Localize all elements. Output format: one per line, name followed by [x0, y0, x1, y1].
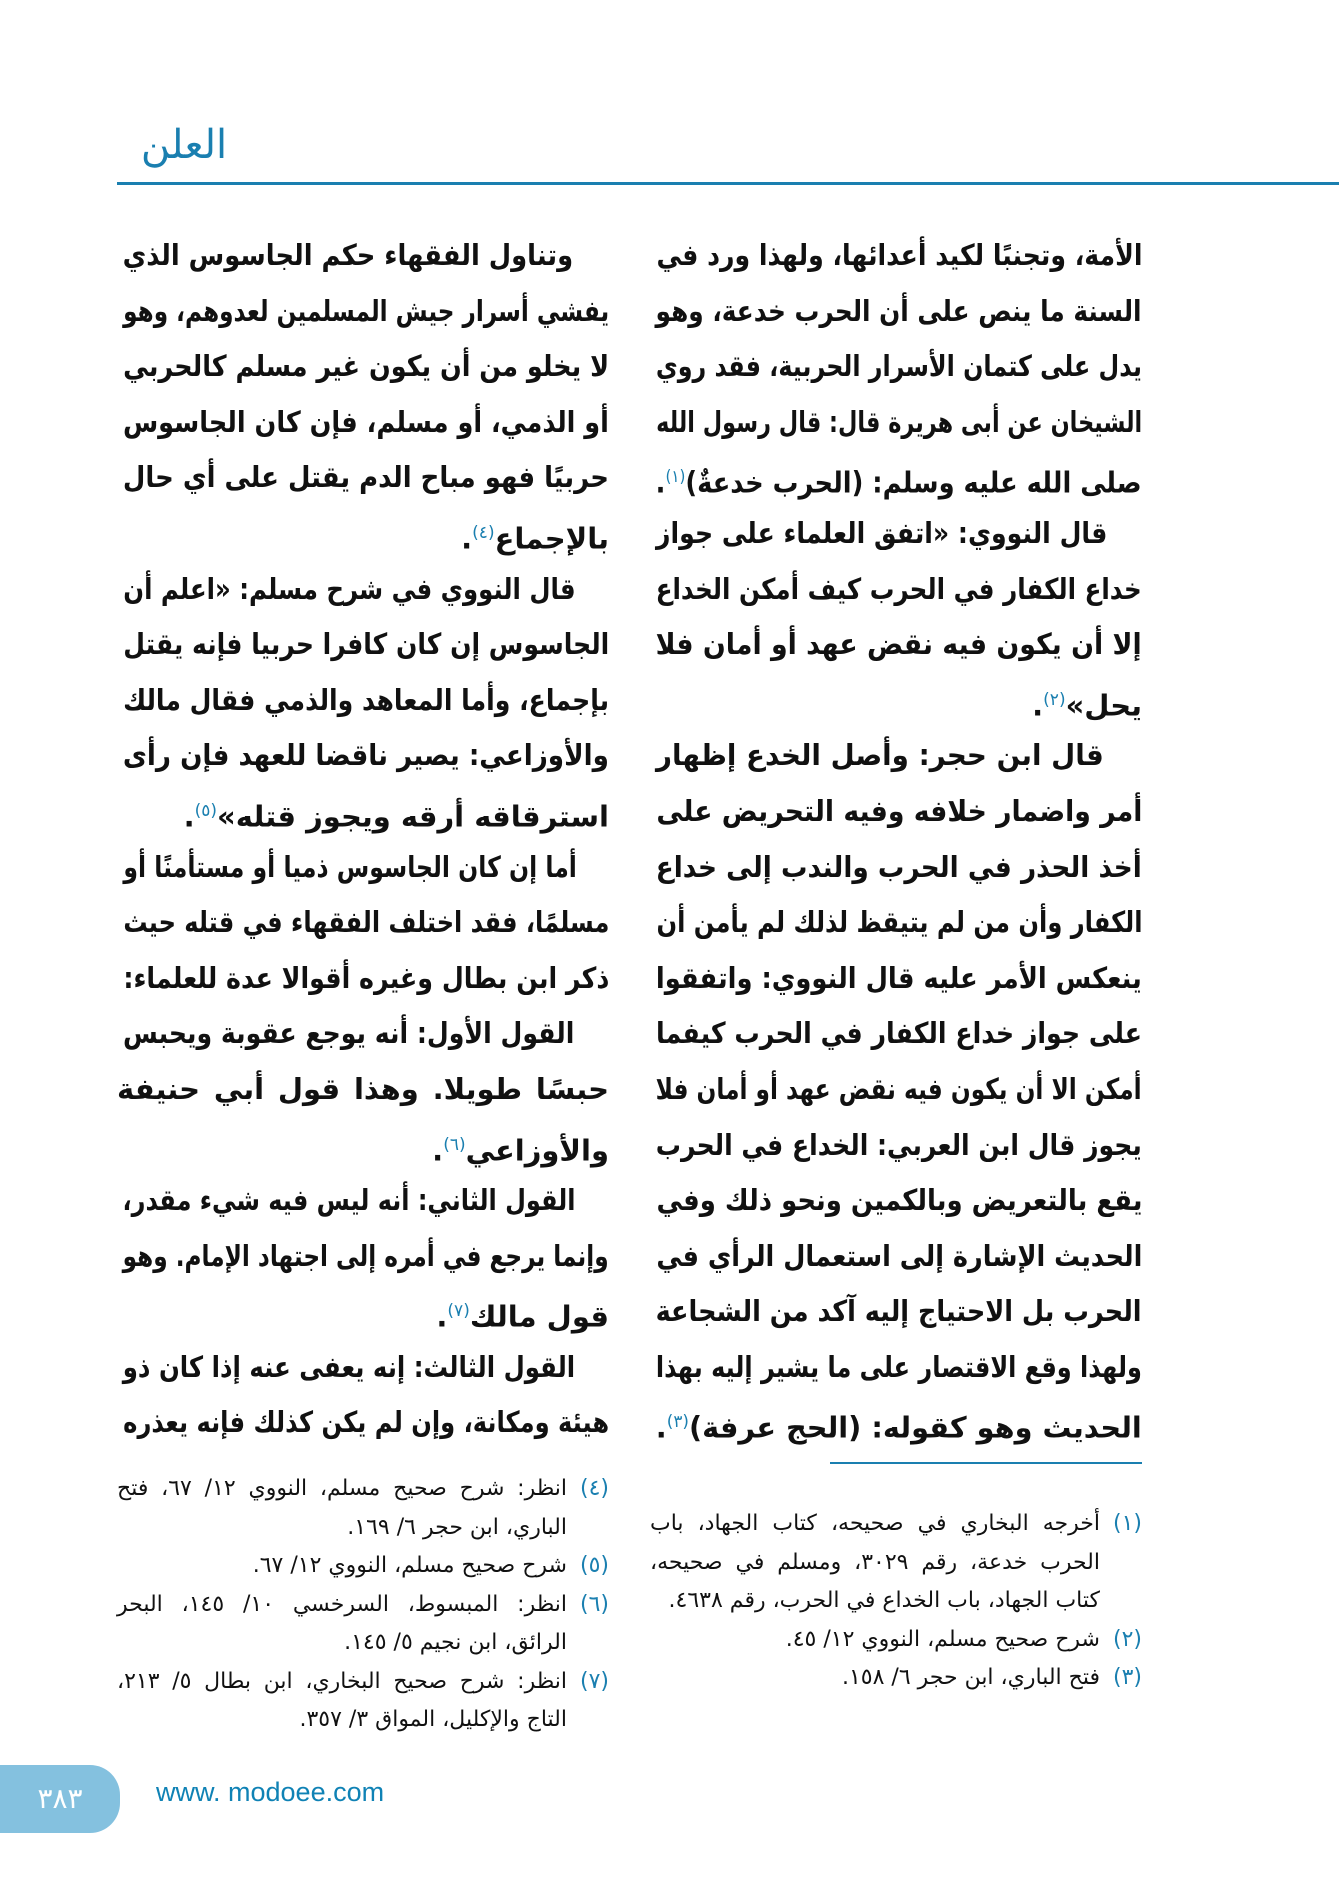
line-text: قال النووي: «اتفق العلماء على جواز — [656, 515, 1108, 550]
text-line — [656, 450, 1142, 506]
footnote — [117, 1547, 609, 1586]
line-text: إلا أن يكون فيه نقض عهد أو أمان فلا — [656, 627, 1142, 662]
text-line — [656, 1173, 1142, 1229]
text-line — [656, 895, 1142, 951]
line-text: صلى الله عليه وسلم: (الحرب خدعةٌ) — [685, 466, 1142, 501]
line-text: وتناول الفقهاء حكم الجاسوس الذي — [123, 238, 574, 272]
website-link[interactable]: www. modoee.com — [156, 1777, 385, 1807]
line-text: الأمة، وتجنبًا لكيد أعدائها، ولهذا ورد في — [656, 238, 1142, 272]
line-text: يفشي أسرار جيش المسلمين لعدوهم، وهو — [123, 293, 609, 328]
text-line — [656, 784, 1142, 840]
text-line — [123, 1229, 609, 1285]
text-line — [123, 395, 609, 451]
line-text: والأوزاعي: يصير ناقضا للعهد فإن رأى — [123, 738, 609, 773]
line-end: . — [461, 521, 473, 556]
text-line — [656, 1340, 1142, 1396]
line-text: الحرب بل الاحتياج إليه آكد من الشجاعة — [656, 1294, 1142, 1329]
footnote-ref[interactable]: (٦) — [443, 1134, 466, 1155]
text-line — [117, 1118, 609, 1174]
line-text: حبسًا طويلا. وهذا قول أبي حنيفة — [117, 1071, 609, 1106]
line-text: وإنما يرجع في أمره إلى اجتهاد الإمام. وهو — [123, 1238, 609, 1273]
line-text: الكفار وأن من لم يتيقظ لذلك لم يأمن أن — [656, 905, 1142, 940]
text-line — [656, 506, 1142, 562]
line-text: يدل على كتمان الأسرار الحربية، فقد روي — [656, 349, 1142, 384]
line-text: الشيخان عن أبى هريرة قال: قال رسول الله — [656, 404, 1142, 439]
footnote-text: انظر: شرح صحيح البخاري، ابن بطال ٥/ ٢١٣، التاج والإكليل، المواق ٣/ ٣٥٧. — [117, 1668, 567, 1732]
line-end: . — [432, 1133, 444, 1168]
footnote-text: انظر: المبسوط، السرخسي ١٠/ ١٤٥، البحر الرائق، ابن نجيم ٥/ ١٤٥. — [117, 1591, 567, 1655]
line-text: الجاسوس إن كان كافرا حربيا فإنه يقتل — [123, 627, 609, 662]
footnote-ref[interactable]: (٢) — [1043, 689, 1066, 710]
text-line — [123, 1173, 609, 1229]
footnote — [117, 1586, 609, 1663]
line-text: على جواز خداع الكفار في الحرب كيفما — [656, 1016, 1142, 1051]
footnotes-right — [650, 1505, 1142, 1698]
text-line — [123, 617, 609, 673]
text-line — [656, 1229, 1142, 1285]
line-text: أمكن الا أن يكون فيه نقض عهد أو أمان فلا — [656, 1071, 1142, 1106]
line-text: ينعكس الأمر عليه قال النووي: واتفقوا — [656, 960, 1142, 995]
line-text: خداع الكفار في الحرب كيف أمكن الخداع — [656, 571, 1142, 606]
footnote-ref[interactable]: (٥) — [194, 800, 218, 821]
text-line — [117, 1062, 609, 1118]
footnote-text: انظر: شرح صحيح مسلم، النووي ١٢/ ٦٧، فتح الباري، ابن حجر ٦/ ١٦٩. — [117, 1476, 567, 1540]
line-text: والأوزاعي — [465, 1133, 609, 1168]
footnote-ref[interactable]: (٤) — [472, 522, 495, 543]
text-line — [656, 562, 1142, 618]
line-text: حربيًا فهو مباح الدم يقتل على أي حال — [123, 460, 609, 495]
text-line — [123, 951, 609, 1007]
footnote-number: (٢) — [1112, 1626, 1142, 1652]
right-text-column — [650, 228, 1142, 1451]
text-line — [123, 1395, 609, 1451]
text-line — [123, 450, 609, 506]
text-line — [656, 339, 1142, 395]
footnote-number: (٦) — [579, 1591, 609, 1617]
text-line — [656, 1062, 1142, 1118]
text-line — [123, 1006, 609, 1062]
footnote — [117, 1470, 609, 1547]
line-end: . — [1032, 688, 1044, 723]
footnote-number: (٤) — [579, 1476, 609, 1501]
line-text: لا يخلو من أن يكون غير مسلم كالحربي — [123, 349, 609, 384]
line-text: قال ابن حجر: وأصل الخدع إظهار — [656, 738, 1104, 773]
header-rule — [117, 182, 1339, 185]
footnote — [117, 1663, 609, 1740]
footnote — [650, 1505, 1142, 1621]
line-text: بإجماع، وأما المعاهد والذمي فقال مالك — [123, 682, 609, 717]
text-line — [117, 1284, 609, 1340]
line-text: القول الثالث: إنه يعفى عنه إذا كان ذو — [123, 1349, 576, 1384]
footnote-text: شرح صحيح مسلم، النووي ١٢/ ٤٥. — [785, 1626, 1100, 1652]
footnote-number: (٣) — [1112, 1665, 1142, 1690]
line-text: هيئة ومكانة، وإن لم يكن كذلك فإنه يعذره — [123, 1405, 609, 1440]
footnote-ref[interactable]: (١) — [665, 467, 686, 488]
footnote — [650, 1621, 1142, 1660]
text-line — [656, 284, 1142, 340]
line-text: قول مالك — [469, 1299, 609, 1334]
footnote — [650, 1659, 1142, 1698]
text-line — [117, 506, 609, 562]
line-text: يحل» — [1065, 688, 1142, 723]
line-text: قال النووي في شرح مسلم: «اعلم أن — [123, 571, 576, 606]
footnote-number: (٧) — [579, 1668, 609, 1694]
line-text: أو الذمي، أو مسلم، فإن كان الجاسوس — [123, 404, 609, 439]
line-end: . — [656, 466, 666, 501]
line-text: أخذ الحذر في الحرب والندب إلى خداع — [656, 849, 1142, 884]
footnote-number: (١) — [1112, 1511, 1142, 1536]
footnote-text: أخرجه البخاري في صحيحه، كتاب الجهاد، باب الحرب خدعة، رقم ٣٠٢٩، ومسلم في صحيحه، كتاب الجهاد، باب الخداع في الحرب، رقم ٤٦٣٨. — [650, 1511, 1100, 1613]
line-text: يقع بالتعريض وبالكمين ونحو ذلك وفي — [656, 1183, 1142, 1218]
line-text: القول الأول: أنه يوجع عقوبة ويحبس — [123, 1016, 575, 1051]
text-line — [656, 728, 1142, 784]
line-text: استرقاقه أرقه ويجوز قتله» — [217, 799, 609, 834]
footnote-text: فتح الباري، ابن حجر ٦/ ١٥٨. — [841, 1665, 1100, 1690]
text-line — [656, 1395, 1142, 1451]
footnote-number: (٥) — [579, 1553, 609, 1578]
text-line — [656, 228, 1142, 284]
text-line — [123, 895, 609, 951]
text-line — [656, 617, 1142, 673]
text-line — [656, 395, 1142, 451]
line-text: الحديث الإشارة إلى استعمال الرأي في — [656, 1238, 1142, 1273]
text-line — [656, 1284, 1142, 1340]
line-text: أما إن كان الجاسوس ذميا أو مستأمنًا أو — [123, 849, 577, 884]
line-end: . — [183, 799, 195, 834]
left-text-column — [117, 228, 609, 1451]
text-line — [123, 673, 609, 729]
footnotes-left — [117, 1470, 609, 1740]
line-text: الحديث وهو كقوله: (الحج عرفة) — [689, 1411, 1142, 1446]
text-line — [123, 339, 609, 395]
chapter-title: العلن — [140, 122, 228, 168]
text-line — [123, 840, 609, 896]
line-text: ذكر ابن بطال وغيره أقوالا عدة للعلماء: — [123, 960, 609, 995]
footnote-text: شرح صحيح مسلم، النووي ١٢/ ٦٧. — [252, 1553, 567, 1578]
line-text: يجوز قال ابن العربي: الخداع في الحرب — [656, 1127, 1142, 1162]
text-line — [123, 728, 609, 784]
text-line — [123, 562, 609, 618]
text-line — [656, 1006, 1142, 1062]
text-line — [656, 1118, 1142, 1174]
footnote-ref[interactable]: (٧) — [447, 1301, 470, 1322]
line-text: ولهذا وقع الاقتصار على ما يشير إليه بهذا — [656, 1349, 1142, 1384]
footnote-ref[interactable]: (٣) — [666, 1412, 690, 1433]
line-end: . — [656, 1411, 667, 1446]
text-line — [656, 951, 1142, 1007]
footnote-separator — [830, 1462, 1142, 1464]
text-line — [650, 673, 1142, 729]
text-line — [123, 284, 609, 340]
line-text: أمر واضمار خلافه وفيه التحريض على — [656, 793, 1142, 828]
text-line — [117, 784, 609, 840]
line-text: مسلمًا، فقد اختلف الفقهاء في قتله حيث — [122, 905, 609, 940]
text-line — [656, 840, 1142, 896]
line-end: . — [436, 1299, 448, 1334]
page-number-badge: ٣٨٣ — [0, 1765, 120, 1833]
line-text: القول الثاني: أنه ليس فيه شيء مقدر، — [123, 1183, 576, 1218]
text-line — [123, 228, 609, 284]
line-text: السنة ما ينص على أن الحرب خدعة، وهو — [656, 293, 1142, 328]
line-text: بالإجماع — [494, 521, 609, 556]
text-line — [123, 1340, 609, 1396]
